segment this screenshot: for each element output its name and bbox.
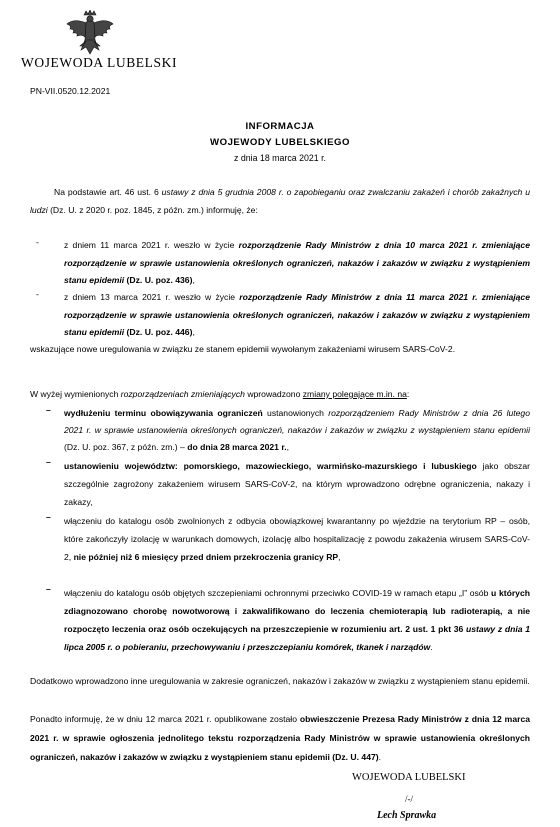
reference-number: PN-VII.0520.12.2021 [30,86,111,96]
final-end: . [378,752,382,762]
journal-ref: (Dz. U. poz. 446) [124,327,193,337]
intro-act-title: ustawy z dnia 5 grudnia 2008 r. o zapobieganiu oraz zwalczaniu zakażeń i chorób zakaźnych u ludzi [30,187,530,215]
change-bold-2: do dnia 28 marca 2021 r. [187,442,287,452]
list-item-text: z dniem 13 marca 2021 r. weszło w życie [64,292,240,302]
eagle-emblem-icon [64,10,116,60]
change-text: włączeniu do katalogu osób objętych szczepieniami ochronnymi przeciwko COVID-19 w ramach etapu „I” osób [64,588,492,598]
change-item [64,405,530,456]
regulation-title: rozporządzenie Rady Ministrów z dnia 11 marca 2021 r. zmieniające rozporządzenie w sprawie ustanowienia określonych ograniczeń, nakazów i zakazów w związku z wystąpieniem stanu epidemii [64,292,530,337]
change-bold: nie później niż 6 miesięcy przed dniem przekroczenia granicy RP [73,552,339,562]
list-marker: – [46,584,51,594]
list-item-end: , [192,275,195,285]
final-text: Ponadto informuję, że w dniu 12 marca 2021 r. opublikowane zostało [30,714,300,724]
intro-text-end: (Dz. U. z 2020 r. poz. 1845, z późn. zm.) informuję, że: [47,205,258,215]
signature-title: WOJEWODA LUBELSKI [352,772,466,783]
announcement-title: obwieszczenie Prezesa Rady Ministrów z dnia 12 marca 2021 r. w sprawie ogłoszenia jednolitego tekstu rozporządzenia Rady Ministrów w sprawie ustanowienia określonych ograniczeń, nakazów i zakazów w związku z wystąpieniem stanu epidemii (Dz. U. 447) [30,714,531,762]
list-marker: – [46,512,51,522]
document-title: INFORMACJA [245,121,315,132]
change-bold: wydłużeniu terminu obowiązywania ograniczeń [64,408,263,418]
change-end: , [286,442,289,452]
change-italic: rozporządzeniem Rady Ministrów z dnia 26 lutego 2021 r. w sprawie ustanowienia określonych ograniczeń, nakazów i zakazów w związku z wystąpieniem stanu epidemii [64,408,530,435]
change-act-title: ustawy z dnia 1 lipca 2005 r. o pobieraniu, przechowywaniu i przeszczepianiu komórek, tkanek i narządów [64,624,531,652]
change-item [64,512,530,566]
change-text-2: (Dz. U. poz. 367, z późn. zm.) – [64,442,188,452]
change-bold: u których zdiagnozowano chorobę nowotworową i zakwalifikowano do leczenia chemioterapią lub radioterapią, a nie rozpoczęto leczenia oraz osób oczekujących na przeszczepienie w rozumieniu art. 2 ust. 1 pkt 36 [64,588,530,634]
change-end: . [430,642,433,652]
changes-intro-underlined: zmiany polegające m.in. na [302,389,407,399]
change-text: ustanowionych [262,408,329,418]
change-end: , [338,552,341,562]
additional-paragraph: Dodatkowo wprowadzono inne uregulowania w zakresie ograniczeń, nakazów i zakazów w związku z wystąpieniem stanu epidemii. [30,676,530,686]
changes-intro [30,385,530,403]
list-item [64,237,530,290]
changes-intro-italic: rozporządzeniach zmieniających [120,389,245,399]
intro-text: Na podstawie art. 46 ust. 6 [54,187,162,197]
journal-ref: (Dz. U. poz. 436) [124,275,193,285]
changes-intro-colon: : [406,389,410,399]
list-item [64,289,530,342]
document-subtitle: WOJEWODY LUBELSKIEGO [210,137,350,148]
change-text: jako obszar szczególnie zagrożony zakażeniem wirusem SARS-CoV-2, na którym wprowadzono odrębne ograniczenia, nakazy i zakazy, [64,461,530,507]
list-marker: – [46,457,51,467]
change-bold: ustanowieniu województw: pomorskiego, mazowieckiego, warmińsko-mazurskiego i lubuskiego [64,461,477,471]
list-marker: - [36,289,39,299]
issuer-name: WOJEWODA LUBELSKI [21,55,178,70]
change-text: włączeniu do katalogu osób zwolnionych z odbycia obowiązkowej kwarantanny po wjeździe na terytorium RP – osób, które zakończyły izolację w warunkach domowych, izolację albo hospitalizację z powodu zakażenia wirusem SARS-CoV-2, [64,516,530,562]
intro-paragraph [30,183,530,219]
document-date: z dnia 18 marca 2021 r. [234,153,326,163]
after-list-paragraph: wskazujące nowe uregulowania w związku ze stanem epidemii wywołanym zakażeniami wirusem SARS-CoV-2. [30,344,456,354]
signatory-name: Lech Sprawka [377,810,437,821]
changes-intro-text-2: wprowadzono [244,389,303,399]
regulation-title: rozporządzenie Rady Ministrów z dnia 10 marca 2021 r. zmieniające rozporządzenie w sprawie ustanowienia określonych ograniczeń, nakazów i zakazów w związku z wystąpieniem stanu epidemii [64,240,530,285]
final-paragraph [30,710,530,767]
list-marker: – [46,405,51,415]
changes-intro-text: W wyżej wymienionych [30,389,121,399]
signature-mark: /-/ [405,794,413,804]
list-item-text: z dniem 11 marca 2021 r. weszło w życie [64,240,239,250]
list-marker: - [36,237,39,247]
change-item [64,584,530,656]
list-item-end: , [192,327,195,337]
change-item [64,457,530,511]
